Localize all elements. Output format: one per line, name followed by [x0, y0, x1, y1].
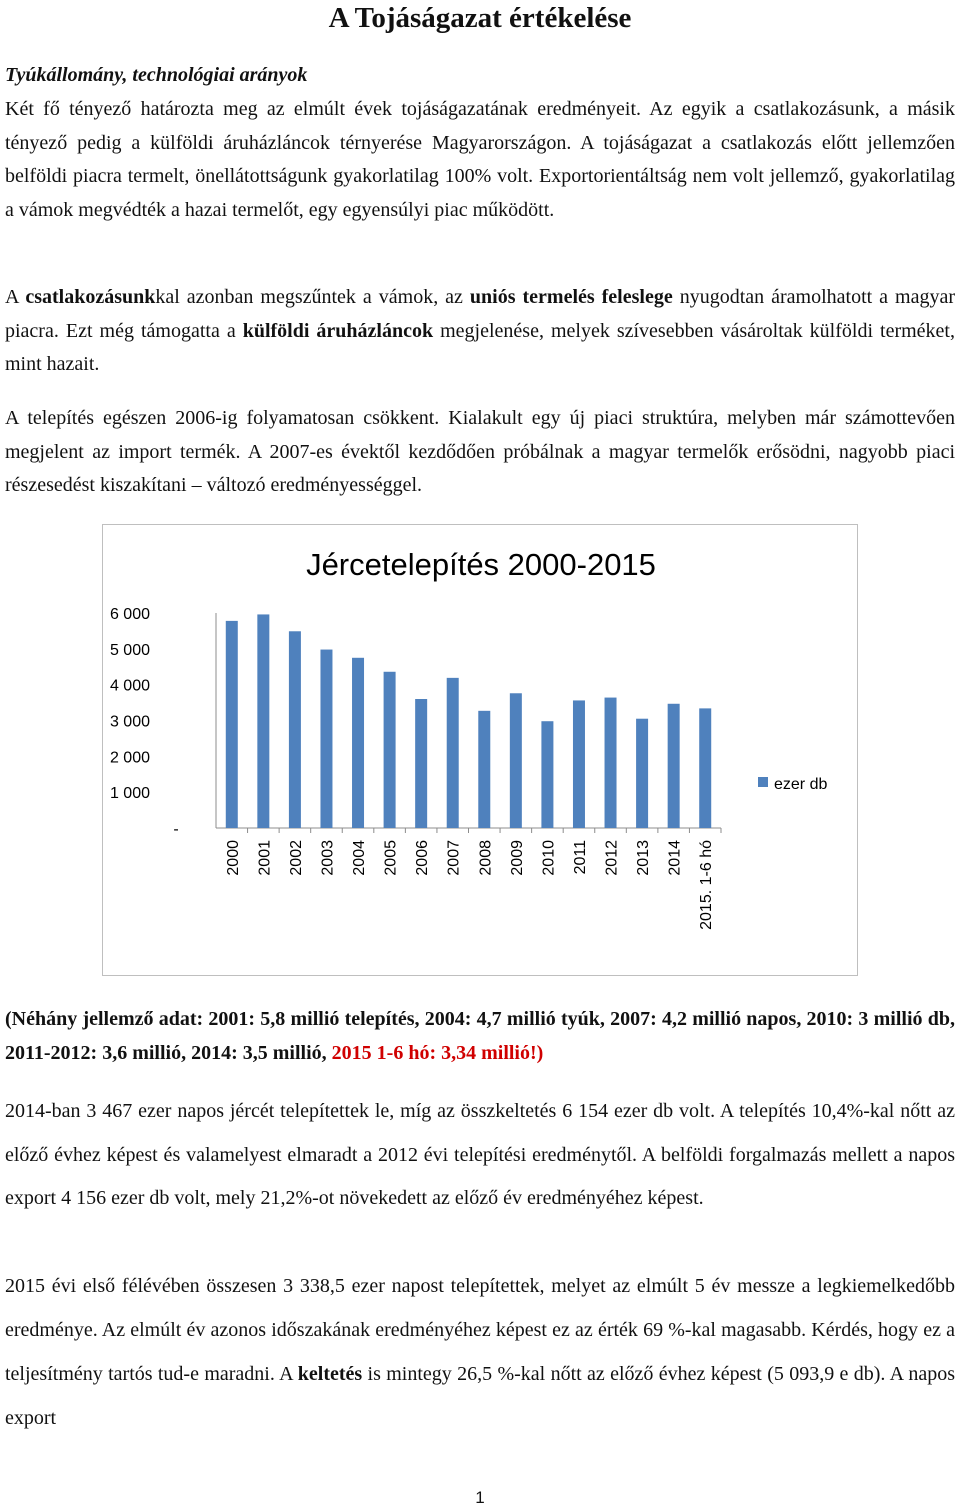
bar — [573, 700, 585, 828]
bar — [289, 631, 301, 828]
bar-chart — [103, 525, 859, 977]
legend-swatch — [758, 777, 768, 787]
bar — [605, 698, 617, 828]
bar — [415, 699, 427, 828]
y-tick-label: 1 000 — [109, 785, 150, 803]
x-tick-label: 2003 — [319, 840, 337, 876]
x-tick-label: 2012 — [603, 840, 621, 876]
x-tick-label: 2004 — [351, 840, 369, 876]
bar — [541, 721, 553, 828]
paragraph-6-text: 2015 évi első félévében összesen 3 338,5 ezer napost telepítettek, melyet az elmúlt 5 év messze a legkiemelkedőbb eredménye. Az elmúlt év azonos időszakának eredményéhez képest ez az érték 69 %-kal magasabb. Kérdés, hogy ez a teljesítmény tartós tud-e maradni. A keltetés is mintegy 26,5 %-kal nőtt az előző évhez képest (5 093,9 e db). A napos export — [5, 1275, 956, 1429]
paragraph-2 — [5, 281, 955, 382]
bar — [352, 658, 364, 828]
x-tick-label: 2000 — [224, 840, 242, 876]
y-tick-label: 2 000 — [109, 749, 150, 767]
x-tick-label: 2015. 1-6 hó — [698, 840, 716, 930]
x-tick-label: 2006 — [414, 840, 432, 876]
y-tick-label: 6 000 — [109, 606, 150, 623]
paragraph-5-text: 2014-ban 3 467 ezer napos jércét telepítettek le, míg az összkeltetés 6 154 ezer db volt. A telepítés 10,4%-kal nőtt az előző évhez képest és valamelyest elmaradt a 2012 évi telepítési eredménytől. A belföldi forgalmazás mellett a napos export 4 156 ezer db volt, mely 21,2%-ot növekedett az előző év eredményéhez képest. — [5, 1100, 955, 1209]
bar — [668, 704, 680, 828]
x-tick-label: 2008 — [477, 840, 495, 876]
x-tick-label: 2014 — [666, 840, 684, 876]
bar — [226, 621, 238, 828]
paragraph-4-text: (Néhány jellemző adat: 2001: 5,8 millió telepítés, 2004: 4,7 millió tyúk, 2007: 4,2 millió napos, 2010: 3 millió db, 2011-2012: 3,6 millió, 2014: 3,5 millió, 2015 1-6 hó: 3,34 millió!) — [5, 1008, 955, 1064]
highlight-2015: 2015 1-6 hó: 3,34 millió! — [326, 1041, 537, 1064]
bar — [478, 711, 490, 828]
chart-container — [102, 524, 858, 976]
bar — [510, 693, 522, 828]
paragraph-1 — [5, 93, 955, 227]
paragraph-2-text: A csatlakozásunkkal azonban megszűntek a vámok, az uniós termelés feleslege nyugodtan áramolhatott a magyar piacra. Ezt még támogatta a külföldi áruházláncok megjelenése, melyek szívesebben vásároltak külföldi terméket, mint hazait. — [5, 286, 956, 375]
page-title: A Tojáságazat értékelése — [328, 2, 632, 34]
y-tick-label: - — [173, 821, 179, 838]
x-tick-label: 2001 — [256, 840, 274, 876]
bar — [699, 708, 711, 828]
paragraph-3 — [5, 402, 955, 503]
paragraph-1-text: Két fő tényező határozta meg az elmúlt évek tojáságazatának eredményeit. Az egyik a csatlakozásunk, a másik tényező pedig a külföldi áruházláncok térnyerése Magyarországon. A tojáságazat a csatlakozás előtt jellemzően belföldi piacra termelt, önellátottságunk gyakorlatilag 100% volt. Exportorientáltság nem volt jellemző, gyakorlatilag a vámok megvédték a hazai termelőt, egy egyensúlyi piac működött. — [5, 98, 955, 221]
y-tick-label: 5 000 — [109, 641, 150, 659]
y-tick-label: 4 000 — [109, 677, 150, 695]
section-heading: Tyúkállomány, technológiai arányok — [5, 64, 308, 86]
chart-title: Jércetelepítés 2000-2015 — [306, 547, 656, 582]
page-number: 1 — [475, 1488, 485, 1507]
y-tick-label: 3 000 — [109, 713, 150, 731]
paragraph-4 — [5, 1003, 955, 1070]
x-tick-label: 2013 — [635, 840, 653, 876]
bar — [257, 614, 269, 828]
x-tick-label: 2002 — [287, 840, 305, 876]
x-tick-label: 2011 — [571, 840, 589, 875]
bar — [447, 678, 459, 828]
legend-label: ezer db — [774, 776, 828, 793]
bar — [636, 719, 648, 828]
x-tick-label: 2005 — [382, 840, 400, 876]
x-tick-label: 2009 — [508, 840, 526, 876]
bar — [320, 650, 332, 828]
x-tick-label: 2007 — [445, 840, 463, 876]
paragraph-3-text: A telepítés egészen 2006-ig folyamatosan csökkent. Kialakult egy új piaci struktúra, melyben már számottevően megjelent az import termék. A 2007-es évektől kezdődően próbálnak a magyar termelők erősödni, nagyobb piaci részesedést kiszakítani – változó eredményességgel. — [5, 407, 955, 496]
bar — [384, 672, 396, 828]
paragraph-6 — [5, 1264, 955, 1440]
x-tick-label: 2010 — [540, 840, 558, 876]
paragraph-5 — [5, 1090, 955, 1221]
